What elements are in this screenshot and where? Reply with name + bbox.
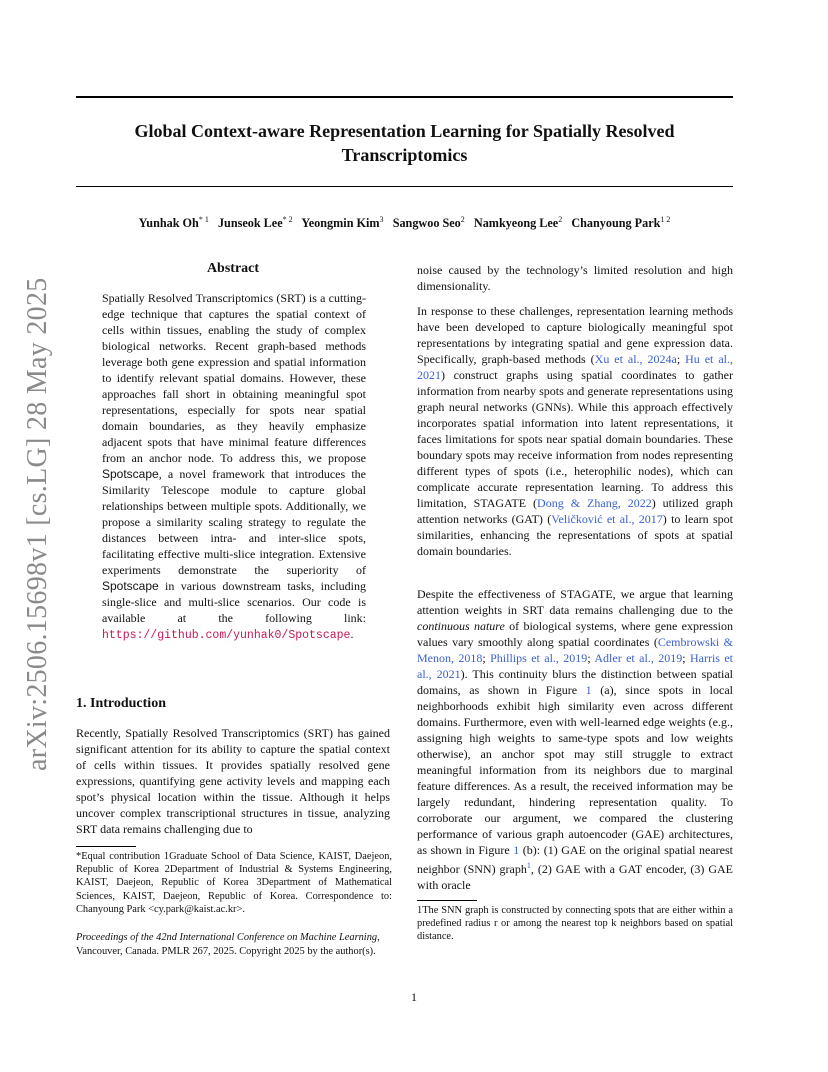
citation-link[interactable]: Xu et al., 2024a bbox=[594, 352, 677, 366]
citation-link[interactable]: Cembrowski & Menon, 2018 bbox=[417, 635, 733, 665]
title-rule-top bbox=[76, 96, 733, 98]
abstract-body: Spatially Resolved Transcriptomics (SRT) is a cutting-edge technique that captures the spatial context of cells within tissues, enabling the study of complex biological networks. Recent graph-based methods leverage both gene expression and spatial information to identify relevant spatial domains. However, these approaches fall short in obtaining meaningful spot representations, especially for spots near spatial domain boundaries, as they heavily emphasize adjacent spots that have minimal feature differences from an anchor node. To address this, we propose Spotscape, a novel framework that introduces the Similarity Telescope module to capture global relationships between multiple spots. Additionally, we propose a similarity scaling strategy to regulate the distances between intra- and inter-slice spots, facilitating effective multi-slice integration. Extensive experiments demonstrate the superiority of Spotscape in various downstream tasks, including single-slice and multi-slice scenarios. Our code is available at the following link: https://github.com/yunhak0/Spotscape. bbox=[102, 291, 366, 642]
author-list bbox=[76, 215, 733, 231]
arxiv-stamp: arXiv:2506.15698v1 [cs.LG] 28 May 2025 bbox=[22, 277, 53, 771]
figure-link[interactable]: 1 bbox=[585, 683, 592, 697]
abstract-heading: Abstract bbox=[206, 261, 260, 276]
author: Sangwoo Seo$^2$ bbox=[392, 215, 465, 231]
citation-link[interactable]: Harris et al., 2021 bbox=[417, 651, 733, 681]
title-rule-bottom bbox=[76, 186, 733, 187]
citation-link[interactable]: Veličković et al., 2017 bbox=[551, 512, 663, 526]
footnote-rule-left bbox=[76, 846, 136, 847]
intro-heading: 1. Introduction bbox=[76, 696, 166, 711]
right-paragraph-2: In response to these challenges, representation learning methods have been developed to capture biologically meaningful spot representations by integrating spatial and gene expression data. Specifically, graph-based methods (Xu et al., 2024a; Hu et al., 2021) construct graphs using spatial coordinates to gather information from nearby spots and generate representations using graph neural networks (GNNs). While this approach effectively incorporates spatial information into latent representations, it faces limitations for spots near spatial domain boundaries. These boundary spots may receive information from nodes representing different types of spots (i.e., heterophilic nodes), which can complicate accurate representation learning. To address this limitation, STAGATE (Dong & Zhang, 2022) utilized graph attention networks (GAT) (Veličković et al., 2017) to learn spot similarities, enhancing the representations of spots at spatial domain boundaries. bbox=[417, 304, 733, 558]
citation-link[interactable]: Dong & Zhang, 2022 bbox=[537, 496, 652, 510]
author: Chanyoung Park$^{1 2}$ bbox=[571, 215, 671, 231]
title-line-1: Global Context-aware Representation Learning for Spatially Resolved bbox=[134, 121, 675, 141]
author: Namkyeong Lee$^2$ bbox=[473, 215, 563, 231]
proceedings-note: Proceedings of the 42nd International Conference on Machine Learning, Vancouver, Canada. PMLR 267, 2025. Copyright 2025 by the author(s). bbox=[76, 932, 380, 957]
title-line-2: Transcriptomics bbox=[341, 145, 468, 165]
right-paragraph-3: Despite the effectiveness of STAGATE, we argue that learning attention weights in SRT data remains challenging due to the continuous nature of biological systems, where gene expression values vary smoothly along spatial coordinates (Cembrowski & Menon, 2018; Phillips et al., 2019; Adler et al., 2019; Harris et al., 2021). This continuity blurs the distinction between spatial domains, as shown in Figure 1 (a), since spots in local neighborhoods exhibit high similarity even across different domains. Furthermore, even with well-learned edge weights (e.g., assigning high weights to same-type spots and low weights otherwise), an anchor spot may still struggle to extract meaningful information from its neighbors due to marginal feature differences. As a result, the received information may be largely redundant, hindering representation quality. To corroborate our argument, we compared the clustering performance of various graph autoencoder (GAE) architectures, as shown in Figure 1 (b): (1) GAE on the original spatial nearest neighbor (SNN) graph$^1$, (2) GAE with a GAT encoder, (3) GAE with oracle bbox=[417, 587, 734, 892]
footnote-rule-right bbox=[417, 900, 477, 901]
footnote-mark[interactable]: 1 bbox=[526, 861, 531, 870]
right-paragraph-1: noise caused by the technology’s limited resolution and high dimensionality. bbox=[417, 263, 733, 293]
figure-link[interactable]: 1 bbox=[513, 843, 520, 857]
citation-link[interactable]: Hu et al., 2021 bbox=[417, 352, 733, 382]
intro-body: Recently, Spatially Resolved Transcriptomics (SRT) has gained significant attention for its ability to capture the spatial context of cells within tissues. It provides spatially resolved gene expressions, quantifying gene activity levels and mapping each spot’s physical location within the tissue. Although it helps uncover complex transcriptional structures in tissue, analyzing SRT data remains challenging due to bbox=[76, 726, 390, 836]
citation-link[interactable]: Phillips et al., 2019 bbox=[490, 651, 588, 665]
author: Junseok Lee$^{* 2}$ bbox=[217, 215, 293, 231]
affiliations-footnote: *Equal contribution 1Graduate School of Data Science, KAIST, Daejeon, Republic of Korea 2Department of Industrial & Systems Engineering, KAIST, Daejeon, Republic of Korea 3Department of Mathematical Sciences, KAIST, Daejeon, Republic of Korea. Correspondence to: Chanyoung Park <cy.park@kaist.ac.kr>. bbox=[76, 851, 392, 915]
author: Yeongmin Kim$^3$ bbox=[301, 215, 384, 231]
method-name: Spotscape bbox=[102, 467, 159, 481]
snn-footnote: 1The SNN graph is constructed by connecting spots that are either within a predefined radius r or among the nearest top k neighbors based on spatial distance. bbox=[417, 905, 733, 943]
method-name: Spotscape bbox=[102, 579, 159, 593]
paper-title bbox=[76, 119, 733, 167]
page-number: 1 bbox=[411, 990, 417, 1004]
citation-link[interactable]: Adler et al., 2019 bbox=[594, 651, 683, 665]
code-link[interactable]: https://github.com/yunhak0/Spotscape bbox=[102, 629, 351, 642]
author: Yunhak Oh$^{* 1}$ bbox=[138, 215, 209, 231]
